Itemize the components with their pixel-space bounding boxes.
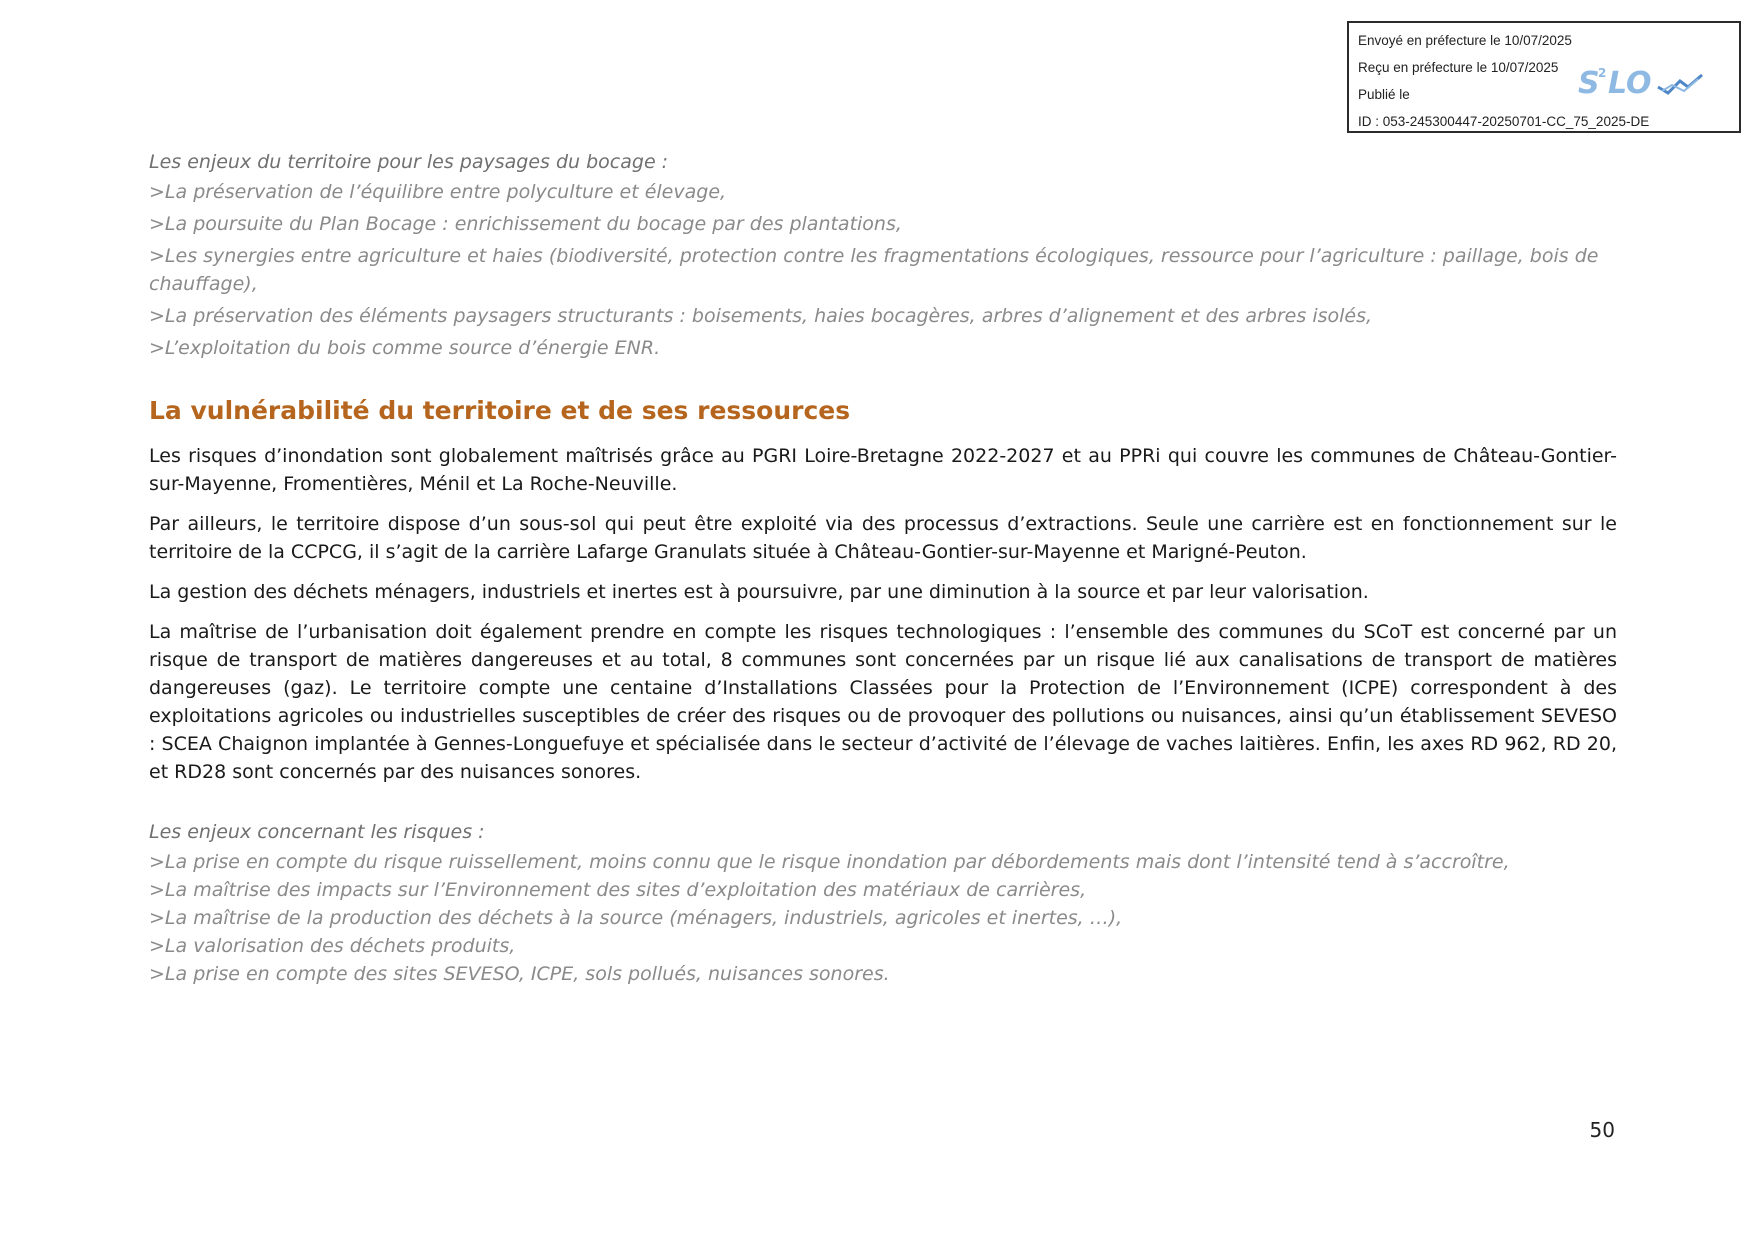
risques-item: >La prise en compte des sites SEVESO, ICPE, sols pollués, nuisances sonores. [149, 963, 890, 985]
svg-text:S: S [1578, 66, 1600, 101]
section-title: La vulnérabilité du territoire et de ses ressources [149, 396, 851, 425]
section-body [149, 442, 1617, 798]
s2lo-logo [1576, 63, 1706, 101]
paragraph: La maîtrise de l’urbanisation doit également prendre en compte les risques technologiques : l’ensemble des communes du SCoT est concerné par un risque de transport de matières dangereuses et au total, 8 communes sont concernées par un risque lié aux canalisations de transport de matières dangereuses (gaz). Le territoire compte une centaine d’Installations Classées pour la Protection de l’Environnement (ICPE) correspondent à des exploitations agricoles ou industrielles susceptibles de créer des risques ou de provoquer des pollutions ou nuisances, ainsi qu’un établissement SEVESO : SCEA Chaignon implantée à Gennes-Longuefuye et spécialisée dans le secteur d’activité de l’élevage de vaches laitières. Enfin, les axes RD 962, RD 20, et RD28 sont concernés par des nuisances sonores. [149, 621, 1617, 783]
paragraph: La gestion des déchets ménagers, industriels et inertes est à poursuivre, par une diminution à la source et par leur valorisation. [149, 581, 1369, 603]
bocage-item: >La préservation des éléments paysagers structurants : boisements, haies bocagères, arbres d’alignement et des arbres isolés, [149, 305, 1373, 327]
svg-text:LO: LO [1608, 66, 1652, 101]
stamp-received: Reçu en préfecture le 10/07/2025 [1358, 60, 1559, 75]
bocage-item: >La préservation de l’équilibre entre polyculture et élevage, [149, 181, 727, 203]
page-number: 50 [1589, 1118, 1615, 1142]
stamp-id: ID : 053-245300447-20250701-CC_75_2025-DE [1358, 114, 1650, 129]
stamp-published: Publié le [1358, 87, 1410, 102]
risques-item: >La maîtrise de la production des déchets à la source (ménagers, industriels, agricoles et inertes, …), [149, 907, 1123, 929]
prefecture-stamp [1347, 21, 1741, 133]
bocage-enjeux [149, 146, 1617, 366]
paragraph: Par ailleurs, le territoire dispose d’un sous-sol qui peut être exploité via des processus d’extractions. Seule une carrière est en fonctionnement sur le territoire de la CCPCG, il s’agit de la carrière Lafarge Granulats située à Château-Gontier-sur-Mayenne et Marigné-Peuton. [149, 513, 1617, 563]
risques-enjeux [149, 816, 1617, 988]
paragraph: Les risques d’inondation sont globalement maîtrisés grâce au PGRI Loire-Bretagne 2022-2027 et au PPRi qui couvre les communes de Château-Gontier-sur-Mayenne, Fromentières, Ménil et La Roche-Neuville. [149, 445, 1617, 495]
risques-item: >La prise en compte du risque ruissellement, moins connu que le risque inondation par débordements mais dont l’intensité tend à s’accroître, [149, 851, 1510, 873]
risques-heading: Les enjeux concernant les risques : [149, 821, 485, 843]
bocage-item: >Les synergies entre agriculture et haies (biodiversité, protection contre les fragmentations écologiques, ressource pour l’agriculture : paillage, bois de chauffage), [149, 245, 1599, 295]
stamp-sent: Envoyé en préfecture le 10/07/2025 [1358, 33, 1572, 48]
bocage-heading: Les enjeux du territoire pour les paysages du bocage : [149, 151, 669, 173]
bocage-item: >L’exploitation du bois comme source d’énergie ENR. [149, 337, 661, 359]
risques-item: >La maîtrise des impacts sur l’Environnement des sites d’exploitation des matériaux de carrières, [149, 879, 1087, 901]
svg-text:2: 2 [1598, 66, 1607, 80]
bocage-item: >La poursuite du Plan Bocage : enrichissement du bocage par des plantations, [149, 213, 902, 235]
risques-item: >La valorisation des déchets produits, [149, 935, 516, 957]
